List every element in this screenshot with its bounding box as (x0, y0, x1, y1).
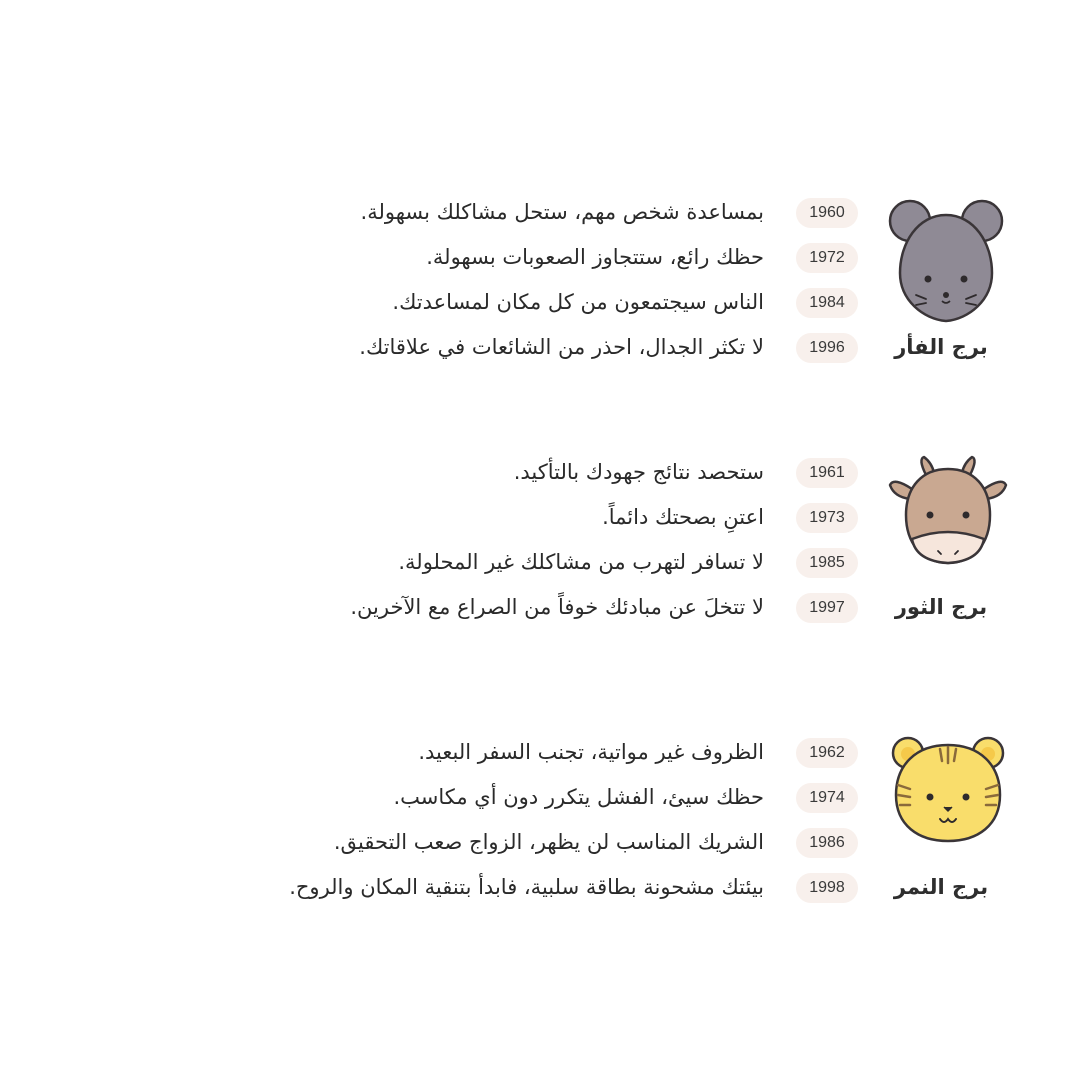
year-badge: 1985 (796, 548, 858, 578)
fortune-row (0, 455, 1080, 500)
sign-name: برج النمر (893, 875, 989, 899)
fortune-text: لا تسافر لتهرب من مشاكلك غير المحلولة. (398, 550, 764, 574)
year-badge: 1973 (796, 503, 858, 533)
fortune-row (0, 780, 1080, 825)
fortune-text: بيئتك مشحونة بطاقة سلبية، فابدأ بتنقية المكان والروح. (289, 875, 764, 899)
year-badge: 1996 (796, 333, 858, 363)
year-badge: 1998 (796, 873, 858, 903)
year-badge: 1961 (796, 458, 858, 488)
fortune-row (0, 240, 1080, 285)
fortune-text: ستحصد نتائج جهودك بالتأكيد. (513, 460, 764, 484)
fortune-row (0, 825, 1080, 870)
sign-name: برج الثور (894, 595, 988, 619)
fortune-text: لا تكثر الجدال، احذر من الشائعات في علاقاتك. (359, 335, 764, 359)
sign-name: برج الفأر (894, 335, 988, 359)
fortune-row (0, 285, 1080, 330)
fortune-text: الشريك المناسب لن يظهر، الزواج صعب التحقيق. (333, 830, 764, 854)
fortune-text: لا تتخلَ عن مبادئك خوفاً من الصراع مع الآخرين. (350, 595, 764, 619)
fortune-row (0, 590, 1080, 635)
year-badge: 1960 (796, 198, 858, 228)
fortune-row (0, 195, 1080, 240)
fortune-text: بمساعدة شخص مهم، ستحل مشاكلك بسهولة. (360, 200, 764, 224)
fortune-text: الظروف غير مواتية، تجنب السفر البعيد. (418, 740, 764, 764)
fortune-row (0, 870, 1080, 915)
year-badge: 1997 (796, 593, 858, 623)
fortune-row (0, 735, 1080, 780)
fortune-row (0, 330, 1080, 375)
fortune-row (0, 500, 1080, 545)
fortune-text: اعتنِ بصحتك دائماً. (602, 505, 764, 529)
fortune-text: الناس سيجتمعون من كل مكان لمساعدتك. (392, 290, 764, 314)
year-badge: 1972 (796, 243, 858, 273)
fortune-text: حظك سيئ، الفشل يتكرر دون أي مكاسب. (393, 785, 764, 809)
year-badge: 1986 (796, 828, 858, 858)
fortune-text: حظك رائع، ستتجاوز الصعوبات بسهولة. (426, 245, 764, 269)
fortune-row (0, 545, 1080, 590)
year-badge: 1984 (796, 288, 858, 318)
year-badge: 1974 (796, 783, 858, 813)
year-badge: 1962 (796, 738, 858, 768)
